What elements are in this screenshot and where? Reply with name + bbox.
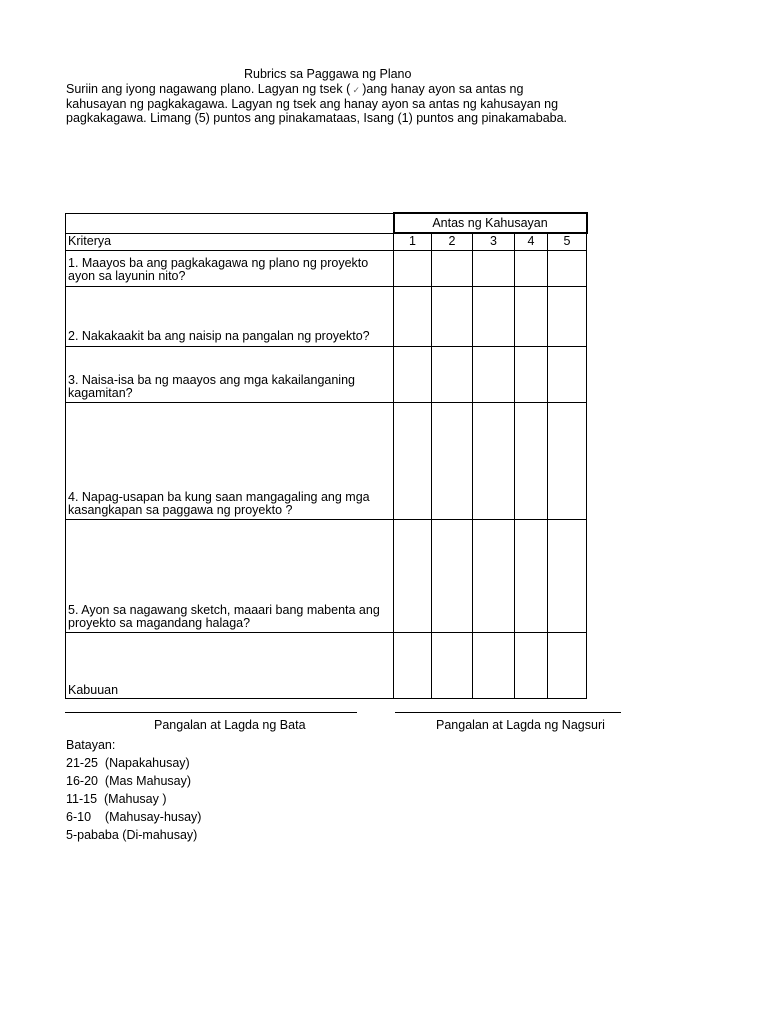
total-cell[interactable]: [394, 632, 432, 698]
evaluator-signature-line[interactable]: [395, 712, 621, 713]
total-row: [66, 632, 587, 698]
score-cell[interactable]: [473, 346, 515, 402]
criterion-2: [66, 286, 394, 346]
table-row: [66, 346, 587, 402]
student-signature-label: Pangalan at Lagda ng Bata: [154, 718, 306, 732]
scoring-guide: [66, 736, 201, 844]
scoring-guide-item: 11-15 (Mahusay ): [66, 792, 167, 806]
criterion-4: [66, 402, 394, 519]
criterion-5: [66, 519, 394, 632]
table-row: [66, 402, 587, 519]
total-cell[interactable]: [548, 632, 587, 698]
score-cell[interactable]: [473, 519, 515, 632]
level-header-2: 2: [432, 233, 473, 250]
table-row: [66, 250, 587, 286]
instructions-line-2: kahusayan ng pagkakagawa. Lagyan ng tsek ang hanay ayon sa antas ng kahusayan ng: [66, 97, 559, 111]
score-cell[interactable]: [548, 519, 587, 632]
score-cell[interactable]: [473, 402, 515, 519]
score-cell[interactable]: [548, 286, 587, 346]
score-cell[interactable]: [432, 346, 473, 402]
score-cell[interactable]: [515, 402, 548, 519]
score-cell[interactable]: [548, 346, 587, 402]
student-signature-line[interactable]: [65, 712, 357, 713]
score-cell[interactable]: [432, 250, 473, 286]
evaluator-signature-label: Pangalan at Lagda ng Nagsuri: [436, 718, 605, 732]
criterion-text: 2. Nakakaakit ba ang naisip na pangalan ng proyekto?: [68, 328, 370, 343]
scoring-guide-item: 21-25 (Napakahusay): [66, 756, 190, 770]
criterion-text: 3. Naisa-isa ba ng maayos ang mga kakailanganing: [68, 372, 355, 387]
scoring-guide-heading: Batayan:: [66, 738, 116, 752]
table-row: [66, 286, 587, 346]
checkmark-icon: ✓: [352, 85, 360, 95]
total-cell[interactable]: [515, 632, 548, 698]
table-group-header-row: [66, 213, 587, 233]
level-header-4: 4: [515, 233, 548, 250]
criterion-3: [66, 346, 394, 402]
score-cell[interactable]: [432, 519, 473, 632]
criterion-1: [66, 250, 394, 286]
table-corner-cell: [66, 213, 394, 233]
page-title: Rubrics sa Paggawa ng Plano: [244, 67, 412, 81]
total-cell[interactable]: [473, 632, 515, 698]
criterion-text: 5. Ayon sa nagawang sketch, maaari bang mabenta ang: [68, 602, 380, 617]
score-cell[interactable]: [394, 250, 432, 286]
score-cell[interactable]: [548, 402, 587, 519]
instructions-text: Suriin ang iyong nagawang plano. Lagyan ng tsek (: [66, 82, 351, 96]
criterion-text: kasangkapan sa paggawa ng proyekto ?: [68, 502, 293, 517]
criteria-header: Kriterya: [66, 233, 394, 250]
total-label: Kabuuan: [66, 632, 394, 698]
instructions: [66, 82, 567, 125]
level-header-3: 3: [473, 233, 515, 250]
table-row: [66, 519, 587, 632]
score-cell[interactable]: [515, 250, 548, 286]
scoring-guide-item: 16-20 (Mas Mahusay): [66, 774, 192, 788]
rubric-table: [65, 212, 588, 699]
level-header-1: 1: [394, 233, 432, 250]
criterion-text: ayon sa layunin nito?: [68, 268, 186, 283]
score-cell[interactable]: [394, 402, 432, 519]
score-cell[interactable]: [394, 346, 432, 402]
antas-header: Antas ng Kahusayan: [394, 213, 587, 233]
score-cell[interactable]: [473, 286, 515, 346]
instructions-line-1: [66, 82, 567, 97]
score-cell[interactable]: [473, 250, 515, 286]
table-header-row: [66, 233, 587, 250]
score-cell[interactable]: [515, 346, 548, 402]
instructions-line-3: pagkakagawa. Limang (5) puntos ang pinakamataas, Isang (1) puntos ang pinakamababa.: [66, 111, 568, 125]
level-header-5: 5: [548, 233, 587, 250]
score-cell[interactable]: [394, 286, 432, 346]
score-cell[interactable]: [394, 519, 432, 632]
score-cell[interactable]: [515, 519, 548, 632]
criterion-text: proyekto sa magandang halaga?: [68, 615, 251, 630]
criterion-text: 1. Maayos ba ang pagkakagawa ng plano ng proyekto: [68, 255, 369, 270]
total-cell[interactable]: [432, 632, 473, 698]
score-cell[interactable]: [548, 250, 587, 286]
scoring-guide-item: 5-pababa (Di-mahusay): [66, 828, 198, 842]
criterion-text: 4. Napag-usapan ba kung saan mangagaling ang mga: [68, 489, 370, 504]
instructions-text: )ang hanay ayon sa antas ng: [362, 82, 524, 96]
score-cell[interactable]: [432, 286, 473, 346]
score-cell[interactable]: [515, 286, 548, 346]
score-cell[interactable]: [432, 402, 473, 519]
criterion-text: kagamitan?: [68, 385, 133, 400]
scoring-guide-item: 6-10 (Mahusay-husay): [66, 810, 202, 824]
